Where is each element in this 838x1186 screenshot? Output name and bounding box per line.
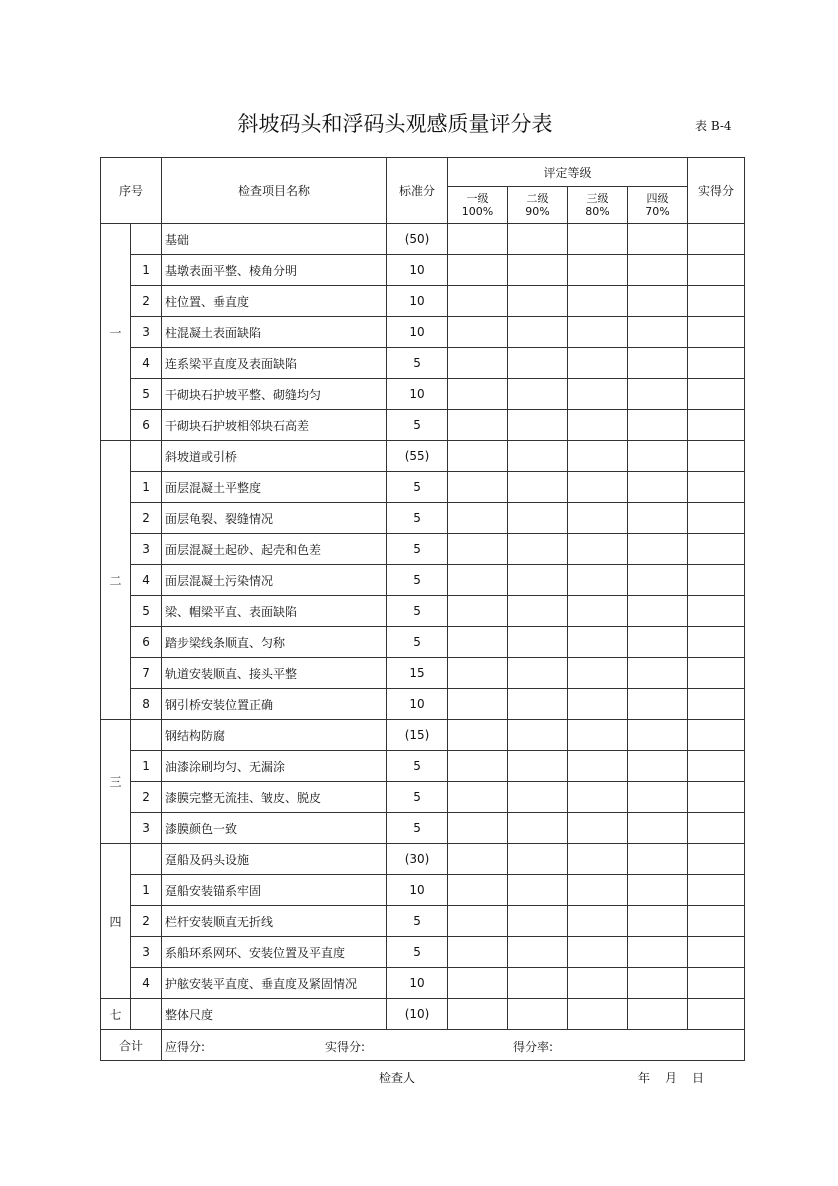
actual-score-cell[interactable]	[688, 844, 745, 875]
grade-2-cell[interactable]	[508, 844, 568, 875]
grade-1-cell[interactable]	[448, 410, 508, 441]
grade-4-cell[interactable]	[628, 782, 688, 813]
actual-score-cell[interactable]	[688, 317, 745, 348]
actual-score-cell[interactable]	[688, 906, 745, 937]
grade-3-cell[interactable]	[568, 720, 628, 751]
actual-score-cell[interactable]	[688, 503, 745, 534]
item-score: 5	[387, 813, 448, 844]
grade-2-cell[interactable]	[508, 565, 568, 596]
date-year: 年	[638, 1071, 651, 1085]
group-score: (30)	[387, 844, 448, 875]
grade-3-cell[interactable]	[568, 441, 628, 472]
item-name: 轨道安装顺直、接头平整	[162, 658, 387, 689]
grade-2-cell[interactable]	[508, 255, 568, 286]
actual-score-cell[interactable]	[688, 658, 745, 689]
grade-2-cell[interactable]	[508, 999, 568, 1030]
grade-3-cell[interactable]	[568, 286, 628, 317]
table-row	[101, 751, 745, 782]
item-no: 4	[131, 565, 162, 596]
item-no: 8	[131, 689, 162, 720]
item-score: 10	[387, 286, 448, 317]
grade-1-cell[interactable]	[448, 596, 508, 627]
item-no: 7	[131, 658, 162, 689]
grade-1-cell[interactable]	[448, 720, 508, 751]
header-seq: 序号	[101, 158, 162, 224]
item-name: 面层混凝土污染情况	[162, 565, 387, 596]
grade-2-cell[interactable]	[508, 627, 568, 658]
item-no: 2	[131, 782, 162, 813]
grade-1-cell[interactable]	[448, 751, 508, 782]
item-name: 柱位置、垂直度	[162, 286, 387, 317]
group-score: (50)	[387, 224, 448, 255]
grade-2-cell[interactable]	[508, 224, 568, 255]
actual-score-cell[interactable]	[688, 720, 745, 751]
grade-4-cell[interactable]	[628, 844, 688, 875]
grade-1-cell[interactable]	[448, 999, 508, 1030]
header-grade-2: 二级 90%	[508, 187, 568, 224]
grade-1-cell[interactable]	[448, 627, 508, 658]
grade-2-cell[interactable]	[508, 472, 568, 503]
item-score: 5	[387, 782, 448, 813]
actual-score-cell[interactable]	[688, 286, 745, 317]
actual-score-cell[interactable]	[688, 534, 745, 565]
group-title: 基础	[162, 224, 387, 255]
grade-4-cell[interactable]	[628, 596, 688, 627]
group-label: 一	[101, 224, 131, 441]
header-actual: 实得分	[688, 158, 745, 224]
table-row	[101, 286, 745, 317]
table-row	[101, 813, 745, 844]
inspector-label: 检查人	[379, 1071, 416, 1085]
table-row	[101, 348, 745, 379]
actual-score-cell[interactable]	[688, 255, 745, 286]
grade-3-cell[interactable]	[568, 689, 628, 720]
actual-score-cell[interactable]	[688, 689, 745, 720]
overall-label: 七	[101, 999, 131, 1030]
item-name: 基墩表面平整、棱角分明	[162, 255, 387, 286]
item-name: 系船环系网环、安装位置及平直度	[162, 937, 387, 968]
item-name: 护舷安装平直度、垂直度及紧固情况	[162, 968, 387, 999]
grade-4-cell[interactable]	[628, 627, 688, 658]
item-no: 4	[131, 348, 162, 379]
grade-4-cell[interactable]	[628, 441, 688, 472]
item-name: 柱混凝土表面缺陷	[162, 317, 387, 348]
overall-row	[101, 999, 745, 1030]
actual-score-cell[interactable]	[688, 813, 745, 844]
grade-1-cell[interactable]	[448, 782, 508, 813]
grade-4-cell[interactable]	[628, 503, 688, 534]
grade-2-cell[interactable]	[508, 689, 568, 720]
grade-1-cell[interactable]	[448, 534, 508, 565]
table-row	[101, 627, 745, 658]
item-score: 5	[387, 751, 448, 782]
grade-1-cell[interactable]	[448, 348, 508, 379]
grade-1-cell[interactable]	[448, 503, 508, 534]
item-name: 连系梁平直度及表面缺陷	[162, 348, 387, 379]
grade-4-cell[interactable]	[628, 813, 688, 844]
actual-score-field[interactable]: 实得分:	[325, 1040, 366, 1054]
item-score: 15	[387, 658, 448, 689]
grade-4-cell[interactable]	[628, 658, 688, 689]
grade-4-cell[interactable]	[628, 689, 688, 720]
item-no: 2	[131, 503, 162, 534]
item-score: 5	[387, 627, 448, 658]
grade-3-cell[interactable]	[568, 348, 628, 379]
item-score: 5	[387, 937, 448, 968]
group-label: 二	[101, 441, 131, 720]
grade-3-cell[interactable]	[568, 317, 628, 348]
form-number: 表 B-4	[695, 119, 732, 133]
group-header-row	[101, 720, 745, 751]
group-title: 钢结构防腐	[162, 720, 387, 751]
table-row	[101, 565, 745, 596]
grade-1-cell[interactable]	[448, 379, 508, 410]
grade-3-cell[interactable]	[568, 999, 628, 1030]
item-no	[131, 844, 162, 875]
grade-3-cell[interactable]	[568, 410, 628, 441]
table-row	[101, 255, 745, 286]
item-no: 2	[131, 286, 162, 317]
group-header-row	[101, 224, 745, 255]
item-no: 1	[131, 875, 162, 906]
item-name: 钢引桥安装位置正确	[162, 689, 387, 720]
table-row	[101, 968, 745, 999]
table-row	[101, 503, 745, 534]
item-score: 5	[387, 906, 448, 937]
item-no	[131, 999, 162, 1030]
item-no	[131, 720, 162, 751]
date-day: 日	[692, 1071, 705, 1085]
grade-3-cell[interactable]	[568, 255, 628, 286]
item-no: 1	[131, 255, 162, 286]
item-score: 5	[387, 348, 448, 379]
grade-4-cell[interactable]	[628, 255, 688, 286]
grade-2-cell[interactable]	[508, 379, 568, 410]
actual-score-cell[interactable]	[688, 348, 745, 379]
grade-2-cell[interactable]	[508, 782, 568, 813]
grade-2-cell[interactable]	[508, 751, 568, 782]
grade-3-cell[interactable]	[568, 875, 628, 906]
grade-1-cell[interactable]	[448, 968, 508, 999]
grade-2-cell[interactable]	[508, 534, 568, 565]
score-rate-field[interactable]: 得分率:	[513, 1040, 554, 1054]
grade-2-cell[interactable]	[508, 441, 568, 472]
item-score: 5	[387, 596, 448, 627]
actual-score-cell[interactable]	[688, 472, 745, 503]
item-score: 5	[387, 472, 448, 503]
grade-4-cell[interactable]	[628, 410, 688, 441]
actual-score-cell[interactable]	[688, 937, 745, 968]
item-name: 面层龟裂、裂缝情况	[162, 503, 387, 534]
grade-3-cell[interactable]	[568, 379, 628, 410]
group-score: (55)	[387, 441, 448, 472]
grade-4-cell[interactable]	[628, 317, 688, 348]
item-name: 干砌块石护坡平整、砌缝均匀	[162, 379, 387, 410]
grade-1-cell[interactable]	[448, 224, 508, 255]
actual-score-cell[interactable]	[688, 875, 745, 906]
table-row	[101, 410, 745, 441]
actual-score-cell[interactable]	[688, 968, 745, 999]
grade-3-cell[interactable]	[568, 658, 628, 689]
grade-2-cell[interactable]	[508, 286, 568, 317]
item-name: 踏步梁线条顺直、匀称	[162, 627, 387, 658]
group-title: 趸船及码头设施	[162, 844, 387, 875]
item-name: 油漆涂刷均匀、无漏涂	[162, 751, 387, 782]
grade-4-cell[interactable]	[628, 565, 688, 596]
group-title: 斜坡道或引桥	[162, 441, 387, 472]
header-standard: 标准分	[387, 158, 448, 224]
grade-1-cell[interactable]	[448, 472, 508, 503]
item-score: 10	[387, 875, 448, 906]
item-score: 10	[387, 255, 448, 286]
item-score: 10	[387, 689, 448, 720]
table-row	[101, 534, 745, 565]
table-row	[101, 937, 745, 968]
header-item-name: 检查项目名称	[162, 158, 387, 224]
group-label: 四	[101, 844, 131, 999]
grade-3-cell[interactable]	[568, 844, 628, 875]
table-row	[101, 658, 745, 689]
header-rating: 评定等级	[448, 158, 688, 187]
item-no: 4	[131, 968, 162, 999]
grade-3-cell[interactable]	[568, 782, 628, 813]
item-name: 梁、帽梁平直、表面缺陷	[162, 596, 387, 627]
due-score-field[interactable]: 应得分:	[165, 1040, 206, 1054]
grade-4-cell[interactable]	[628, 968, 688, 999]
group-score: (15)	[387, 720, 448, 751]
item-no: 1	[131, 751, 162, 782]
item-score: 10	[387, 317, 448, 348]
table-row	[101, 875, 745, 906]
item-name: 栏杆安装顺直无折线	[162, 906, 387, 937]
grade-4-cell[interactable]	[628, 906, 688, 937]
grade-2-cell[interactable]	[508, 968, 568, 999]
item-no	[131, 224, 162, 255]
summary-label: 合计	[101, 1030, 162, 1061]
grade-2-cell[interactable]	[508, 937, 568, 968]
actual-score-cell[interactable]	[688, 410, 745, 441]
item-score: 5	[387, 565, 448, 596]
table-row	[101, 689, 745, 720]
table-row	[101, 596, 745, 627]
grade-1-cell[interactable]	[448, 658, 508, 689]
item-name: 漆膜完整无流挂、皱皮、脱皮	[162, 782, 387, 813]
actual-score-cell[interactable]	[688, 596, 745, 627]
actual-score-cell[interactable]	[688, 565, 745, 596]
grade-1-cell[interactable]	[448, 844, 508, 875]
overall-score: (10)	[387, 999, 448, 1030]
grade-1-cell[interactable]	[448, 286, 508, 317]
group-label: 三	[101, 720, 131, 844]
grade-1-cell[interactable]	[448, 565, 508, 596]
grade-2-cell[interactable]	[508, 503, 568, 534]
grade-1-cell[interactable]	[448, 813, 508, 844]
actual-score-cell[interactable]	[688, 441, 745, 472]
table-row	[101, 906, 745, 937]
table-row	[101, 782, 745, 813]
grade-2-cell[interactable]	[508, 410, 568, 441]
actual-score-cell[interactable]	[688, 224, 745, 255]
item-no: 6	[131, 410, 162, 441]
grade-1-cell[interactable]	[448, 937, 508, 968]
grade-3-cell[interactable]	[568, 534, 628, 565]
grade-1-cell[interactable]	[448, 906, 508, 937]
grade-3-cell[interactable]	[568, 596, 628, 627]
item-no	[131, 441, 162, 472]
item-no: 5	[131, 379, 162, 410]
header-grade-4: 四级 70%	[628, 187, 688, 224]
grade-1-cell[interactable]	[448, 317, 508, 348]
page-title: 斜坡码头和浮码头观感质量评分表	[237, 112, 553, 136]
grade-3-cell[interactable]	[568, 503, 628, 534]
actual-score-cell[interactable]	[688, 379, 745, 410]
item-score: 10	[387, 379, 448, 410]
item-name: 面层混凝土平整度	[162, 472, 387, 503]
item-score: 5	[387, 534, 448, 565]
grade-2-cell[interactable]	[508, 317, 568, 348]
grade-1-cell[interactable]	[448, 255, 508, 286]
grade-3-cell[interactable]	[568, 472, 628, 503]
grade-3-cell[interactable]	[568, 627, 628, 658]
grade-4-cell[interactable]	[628, 875, 688, 906]
grade-4-cell[interactable]	[628, 348, 688, 379]
grade-4-cell[interactable]	[628, 472, 688, 503]
grade-2-cell[interactable]	[508, 813, 568, 844]
item-name: 漆膜颜色一致	[162, 813, 387, 844]
table-row	[101, 472, 745, 503]
grade-3-cell[interactable]	[568, 813, 628, 844]
item-name: 干砌块石护坡相邻块石高差	[162, 410, 387, 441]
grade-4-cell[interactable]	[628, 534, 688, 565]
item-no: 2	[131, 906, 162, 937]
grade-1-cell[interactable]	[448, 441, 508, 472]
grade-4-cell[interactable]	[628, 751, 688, 782]
overall-title: 整体尺度	[162, 999, 387, 1030]
item-no: 3	[131, 937, 162, 968]
actual-score-cell[interactable]	[688, 782, 745, 813]
header-grade-3: 三级 80%	[568, 187, 628, 224]
grade-4-cell[interactable]	[628, 937, 688, 968]
grade-2-cell[interactable]	[508, 596, 568, 627]
grade-4-cell[interactable]	[628, 286, 688, 317]
group-header-row	[101, 844, 745, 875]
grade-2-cell[interactable]	[508, 875, 568, 906]
grade-4-cell[interactable]	[628, 999, 688, 1030]
grade-3-cell[interactable]	[568, 565, 628, 596]
item-no: 5	[131, 596, 162, 627]
grade-3-cell[interactable]	[568, 906, 628, 937]
grade-3-cell[interactable]	[568, 224, 628, 255]
grade-2-cell[interactable]	[508, 658, 568, 689]
grade-3-cell[interactable]	[568, 968, 628, 999]
date-month: 月	[665, 1071, 678, 1085]
score-table	[100, 157, 745, 1061]
summary-row	[101, 1030, 745, 1061]
item-score: 10	[387, 968, 448, 999]
item-no: 1	[131, 472, 162, 503]
item-no: 3	[131, 534, 162, 565]
item-name: 面层混凝土起砂、起壳和色差	[162, 534, 387, 565]
grade-2-cell[interactable]	[508, 720, 568, 751]
table-row	[101, 317, 745, 348]
summary-fields	[162, 1030, 745, 1061]
grade-4-cell[interactable]	[628, 379, 688, 410]
grade-2-cell[interactable]	[508, 906, 568, 937]
item-no: 3	[131, 813, 162, 844]
item-no: 3	[131, 317, 162, 348]
item-score: 5	[387, 410, 448, 441]
grade-3-cell[interactable]	[568, 937, 628, 968]
header-grade-1: 一级 100%	[448, 187, 508, 224]
actual-score-cell[interactable]	[688, 751, 745, 782]
table-row	[101, 379, 745, 410]
actual-score-cell[interactable]	[688, 627, 745, 658]
item-no: 6	[131, 627, 162, 658]
item-name: 趸船安装锚系牢固	[162, 875, 387, 906]
grade-1-cell[interactable]	[448, 875, 508, 906]
grade-2-cell[interactable]	[508, 348, 568, 379]
grade-1-cell[interactable]	[448, 689, 508, 720]
grade-4-cell[interactable]	[628, 720, 688, 751]
actual-score-cell[interactable]	[688, 999, 745, 1030]
group-header-row	[101, 441, 745, 472]
grade-4-cell[interactable]	[628, 224, 688, 255]
item-score: 5	[387, 503, 448, 534]
grade-3-cell[interactable]	[568, 751, 628, 782]
